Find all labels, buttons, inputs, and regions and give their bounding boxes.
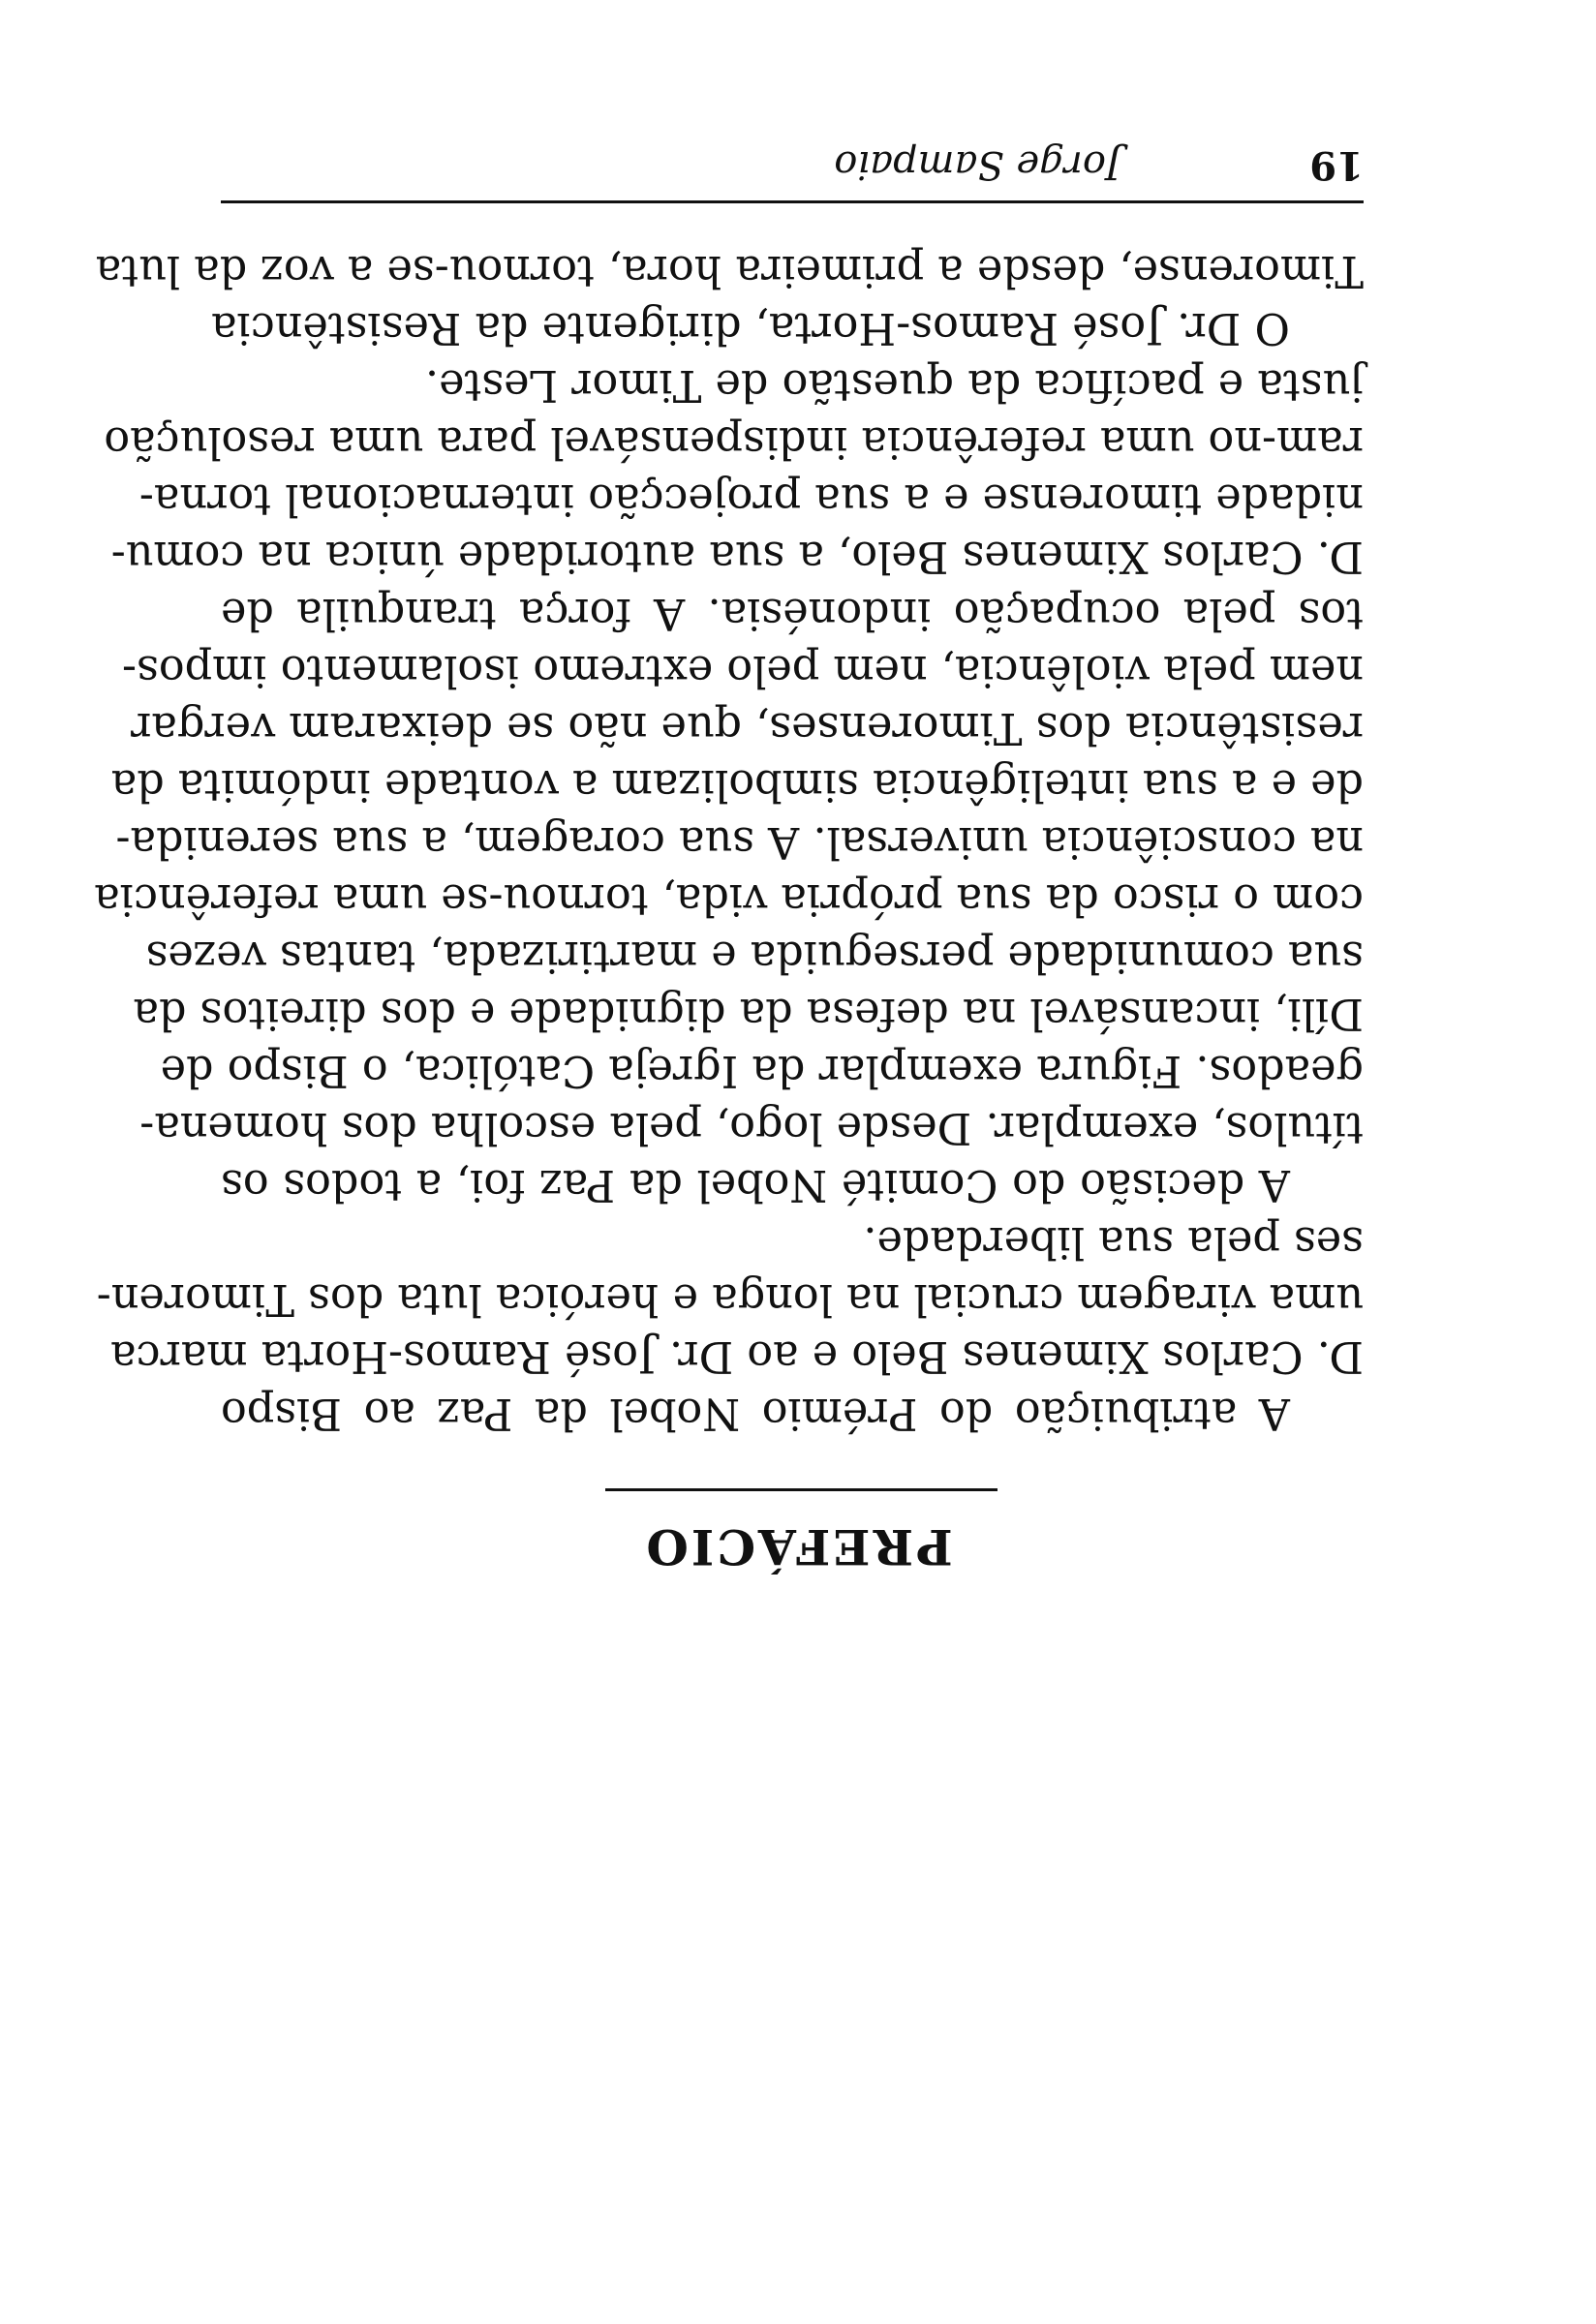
text-line: nem pela violência, nem pelo extremo isolamento impos- (121, 646, 1364, 695)
text-line: resistência dos Timorenses, que não se deixaram vergar (131, 703, 1364, 752)
text-line: com o risco da sua própria vida, tornou-se uma referência (94, 874, 1364, 924)
text-line: O Dr. José Ramos-Horta, dirigente da Resistência (211, 303, 1290, 352)
text-line: A decisão do Comité Nobel da Paz foi, a todos os (221, 1160, 1290, 1209)
text-line: ses pela sua liberdade. (863, 1217, 1364, 1267)
text-line: uma viragem crucial na longa e heróica luta dos Timoren- (96, 1274, 1364, 1324)
text-line: Timorense, desde a primeira hora, tornou-se a voz da luta (95, 246, 1364, 295)
text-line: tos pela ocupação indonésia. A força tranquila de (221, 589, 1364, 638)
page-number: 19 (1309, 142, 1364, 188)
text-line: de e a sua inteligência simbolizam a vontade indómita da (110, 760, 1364, 810)
text-line: na consciência universal. A sua coragem, a sua serenida- (115, 817, 1364, 867)
text-line: geados. Figura exemplar da Igreja Católica, o Bispo de (160, 1046, 1364, 1095)
text-line: títulos, exemplar. Desde logo, pela escolha dos homena- (139, 1103, 1364, 1152)
text-line: D. Carlos Ximenes Belo e ao Dr. José Ramos-Horta marca (110, 1331, 1364, 1381)
text-line: ram-no uma referência indispensável para uma resolução (104, 417, 1364, 467)
text-line: nidade timorense e a sua projecção internacional torna- (138, 474, 1364, 524)
text-line: justa e pacífica da questão de Timor Leste. (425, 360, 1364, 410)
chapter-title: PREFÁCIO (643, 1518, 953, 1575)
text-line: Díli, incansável na defesa da dignidade e dos direitos da (133, 989, 1364, 1038)
text-line: sua comunidade perseguida e martirizada, tantas vezes (145, 932, 1364, 981)
text-line: D. Carlos Ximenes Belo, a sua autoridade única na comu- (110, 532, 1364, 581)
running-head-author: Jorge Sampaio (834, 142, 1121, 187)
text-line: A atribuição do Prémio Nobel da Paz ao Bispo (221, 1389, 1290, 1438)
